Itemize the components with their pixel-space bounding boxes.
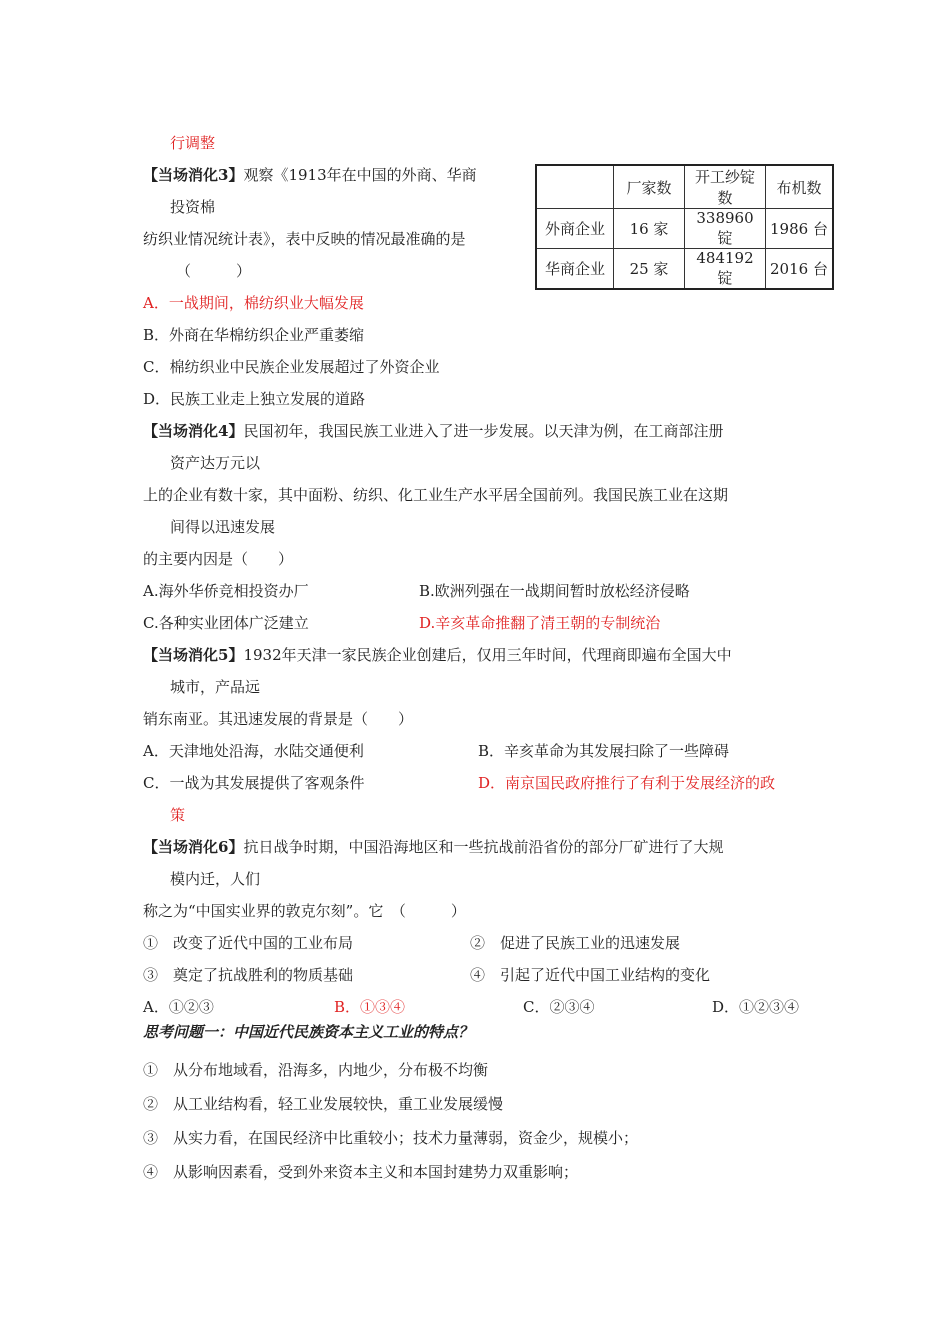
option-d: D．南京国民政府推行了有利于发展经济的政 [478, 774, 776, 792]
table-row [536, 249, 833, 290]
question-text: 观察《1913年在中国的外商、华商 [243, 166, 477, 184]
question-3-stem [143, 165, 477, 185]
statement-2: ② 促进了民族工业的迅速发展 [470, 934, 681, 952]
point-3: ③ 从实力看，在国民经济中比重较小；技术力量薄弱，资金少，规模小； [143, 1129, 639, 1147]
option-b: B．①③④ [334, 998, 406, 1016]
question-label: 【当场消化6】 [143, 838, 244, 856]
table-header-row [536, 165, 833, 209]
table-cell: 16 家 [614, 209, 685, 249]
question-6-stem-cont: 模内迁，人们 [170, 870, 261, 888]
question-4-stem [143, 421, 723, 441]
question-6-stem-cont2: 称之为“中国实业界的敦克尔刻”。它 （ ） [143, 902, 466, 920]
table-cell: 25 家 [614, 249, 685, 290]
statement-1: ① 改变了近代中国的工业布局 [143, 934, 354, 952]
question-label: 【当场消化5】 [143, 646, 244, 664]
statement-4: ④ 引起了近代中国工业结构的变化 [470, 966, 711, 984]
option-a: A．天津地处沿海，水陆交通便利 [143, 742, 364, 760]
question-text: 1932年天津一家民族企业创建后，仅用三年时间，代理商即遍布全国大中 [243, 646, 732, 664]
option-b: B．外商在华棉纺织企业严重萎缩 [143, 326, 365, 344]
table-cell: 484192 锭 [685, 249, 766, 290]
question-4-stem-cont2: 上的企业有数十家，其中面粉、纺织、化工业生产水平居全国前列。我国民族工业在这期 [143, 486, 729, 504]
table-cell: 2016 台 [766, 249, 834, 290]
question-4-stem-cont4: 的主要内因是（ ） [143, 550, 294, 568]
question-label: 【当场消化4】 [143, 422, 244, 440]
option-b: B．辛亥革命为其发展扫除了一些障碍 [478, 742, 730, 760]
option-b: B.欧洲列强在一战期间暂时放松经济侵略 [419, 582, 690, 600]
option-a: A.海外华侨竞相投资办厂 [143, 582, 309, 600]
question-4-stem-cont: 资产达万元以 [170, 454, 261, 472]
answer-bracket: （ ） [176, 262, 252, 280]
option-d: D.辛亥革命推翻了清王朝的专制统治 [419, 614, 661, 632]
option-d: D．民族工业走上独立发展的道路 [143, 390, 366, 408]
table-cell: 338960 锭 [685, 209, 766, 249]
continued-text: 行调整 [170, 134, 216, 152]
thinking-question-title: 思考问题一：中国近代民族资本主义工业的特点？ [143, 1023, 474, 1041]
table-header-cell [536, 165, 614, 209]
option-d: D．①②③④ [712, 998, 800, 1016]
point-1: ① 从分布地域看，沿海多，内地少，分布极不均衡 [143, 1061, 489, 1079]
option-c: C．②③④ [523, 998, 595, 1016]
option-c: C.各种实业团体广泛建立 [143, 614, 309, 632]
option-c: C．一战为其发展提供了客观条件 [143, 774, 365, 792]
question-3-stem-cont: 投资棉 [170, 198, 216, 216]
question-label: 【当场消化3】 [143, 166, 244, 184]
table-cell: 1986 台 [766, 209, 834, 249]
table-cell: 外商企业 [536, 209, 614, 249]
point-2: ② 从工业结构看，轻工业发展较快，重工业发展缓慢 [143, 1095, 504, 1113]
option-a: A．一战期间，棉纺织业大幅发展 [143, 294, 364, 312]
option-d-cont: 策 [170, 806, 186, 824]
question-text: 抗日战争时期，中国沿海地区和一些抗战前沿省份的部分厂矿进行了大规 [243, 838, 724, 856]
question-4-stem-cont3: 间得以迅速发展 [170, 518, 276, 536]
question-text: 民国初年，我国民族工业进入了进一步发展。以天津为例，在工商部注册 [243, 422, 724, 440]
table-header-cell: 布机数 [766, 165, 834, 209]
option-a: A．①②③ [143, 998, 214, 1016]
table-header-cell: 开工纱锭数 [685, 165, 766, 209]
question-3-stem-cont2: 纺织业情况统计表》，表中反映的情况最准确的是 [143, 230, 466, 248]
statistics-table [535, 164, 834, 290]
question-5-stem [143, 645, 732, 665]
question-5-stem-cont2: 销东南亚。其迅速发展的背景是（ ） [143, 710, 414, 728]
table-cell: 华商企业 [536, 249, 614, 290]
question-5-stem-cont: 城市，产品远 [170, 678, 261, 696]
option-c: C．棉纺织业中民族企业发展超过了外资企业 [143, 358, 440, 376]
point-4: ④ 从影响因素看，受到外来资本主义和本国封建势力双重影响； [143, 1163, 579, 1181]
question-6-stem [143, 837, 723, 857]
table-row [536, 209, 833, 249]
table-header-cell: 厂家数 [614, 165, 685, 209]
statement-3: ③ 奠定了抗战胜利的物质基础 [143, 966, 354, 984]
